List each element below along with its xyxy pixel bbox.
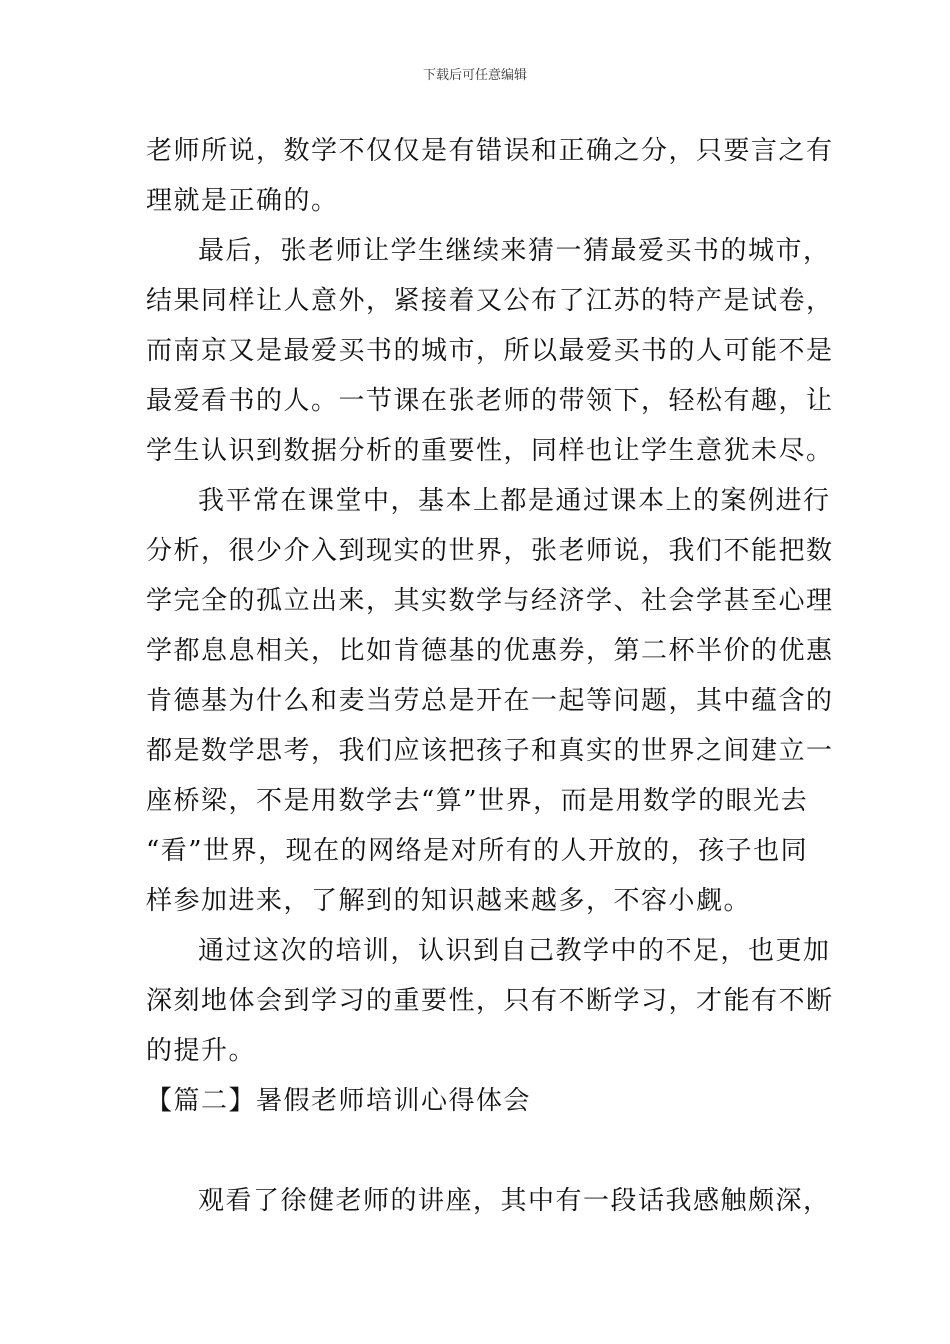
paragraph-start-line: 最后，张老师让学生继续来猜一猜最爱买书的城市， [198, 236, 831, 266]
text-line: 分析，很少介入到现实的世界，张老师说，我们不能把数 [146, 536, 834, 566]
text-line: 肯德基为什么和麦当劳总是开在一起等问题，其中蕴含的 [146, 686, 834, 716]
page-header: 下载后可任意编辑 [422, 68, 527, 83]
paragraph-start-line: 我平常在课堂中，基本上都是通过课本上的案例进行 [198, 486, 831, 516]
section-heading: 【篇二】暑假老师培训心得体会 [146, 1086, 532, 1116]
text-line: 深刻地体会到学习的重要性，只有不断学习，才能有不断 [146, 986, 834, 1016]
text-line: 学都息息相关，比如肯德基的优惠券，第二杯半价的优惠 [146, 636, 834, 666]
text-line: 老师所说，数学不仅仅是有错误和正确之分，只要言之有 [146, 136, 834, 166]
text-line: 样参加进来，了解到的知识越来越多，不容小觑。 [146, 886, 752, 916]
document-body [146, 126, 834, 1226]
text-line: 而南京又是最爱买书的城市，所以最爱买书的人可能不是 [146, 336, 834, 366]
text-line: 学生认识到数据分析的重要性，同样也让学生意犹未尽。 [146, 436, 834, 466]
paragraph-start-line: 观看了徐健老师的讲座，其中有一段话我感触颇深， [198, 1186, 831, 1216]
text-line: 的提升。 [146, 1036, 257, 1066]
text-line: 座桥梁，不是用数学去“算”世界，而是用数学的眼光去 [146, 786, 809, 816]
text-line: 理就是正确的。 [146, 186, 339, 216]
text-line: “看”世界，现在的网络是对所有的人开放的，孩子也同 [146, 836, 809, 866]
blank-line [146, 1126, 826, 1176]
text-line: 都是数学思考，我们应该把孩子和真实的世界之间建立一 [146, 736, 834, 766]
text-line: 最爱看书的人。一节课在张老师的带领下，轻松有趣，让 [146, 386, 834, 416]
paragraph-start-line: 通过这次的培训，认识到自己教学中的不足，也更加 [198, 936, 831, 966]
text-line: 学完全的孤立出来，其实数学与经济学、社会学甚至心理 [146, 586, 834, 616]
text-line: 结果同样让人意外，紧接着又公布了江苏的特产是试卷， [146, 286, 834, 316]
